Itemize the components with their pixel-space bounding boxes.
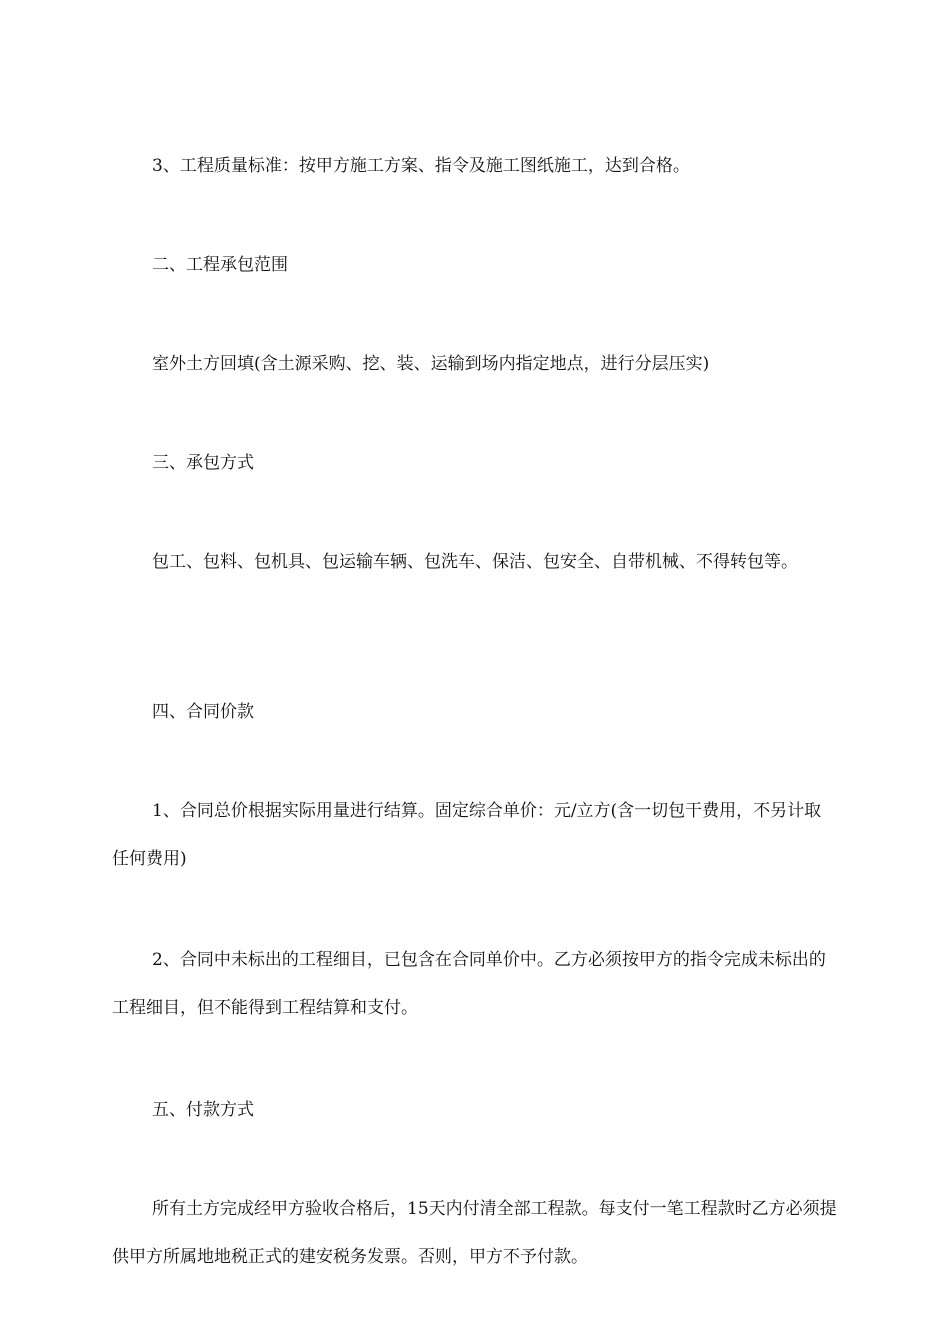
- quality-standard-paragraph: 3、工程质量标准：按甲方施工方案、指令及施工图纸施工，达到合格。: [152, 156, 690, 176]
- contract-mode-paragraph: 包工、包料、包机具、包运输车辆、包洗车、保洁、包安全、自带机械、不得转包等。: [152, 552, 798, 572]
- payment-paragraph: 所有土方完成经甲方验收合格后，15天内付清全部工程款。每支付一笔工程款时乙方必须提供甲方所属地地税正式的建安税务发票。否则，甲方不予付款。: [112, 1199, 837, 1267]
- contract-price-paragraph-1: 1、合同总价根据实际用量进行结算。固定综合单价：元/立方(含一切包干费用，不另计取任何费用): [112, 801, 822, 869]
- section-heading-scope: 二、工程承包范围: [152, 255, 288, 275]
- section-heading-payment: 五、付款方式: [152, 1100, 254, 1120]
- scope-paragraph: 室外土方回填(含土源采购、挖、装、运输到场内指定地点，进行分层压实): [152, 354, 710, 374]
- section-heading-contract-price: 四、合同价款: [152, 702, 254, 722]
- section-heading-contract-mode: 三、承包方式: [152, 453, 254, 473]
- contract-price-paragraph-2: 2、合同中未标出的工程细目，已包含在合同单价中。乙方必须按甲方的指令完成未标出的工程细目，但不能得到工程结算和支付。: [112, 950, 826, 1018]
